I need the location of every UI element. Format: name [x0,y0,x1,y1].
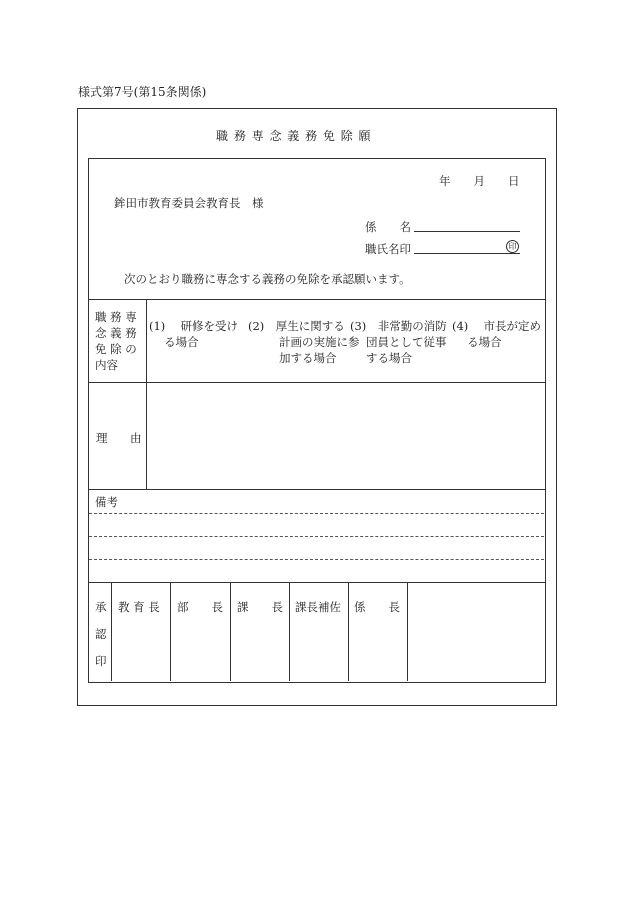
approval-col-4 [289,582,290,681]
remarks-dashed-line-2 [89,536,544,537]
reason-label-2: 由 [130,431,142,445]
approval-role-section-chief: 課 長 [237,600,283,614]
exemption-option-2: (2) 厚生に関する 計画の実施に参 加する場合 [248,319,360,365]
exemption-option-1: (1) 研修を受け る場合 [149,319,238,349]
remarks-dashed-line-1 [89,513,544,514]
exemption-col-divider [146,299,147,490]
approval-col-2 [170,582,171,681]
approval-char-3: 印 [95,654,107,668]
approval-col-3 [230,582,231,681]
date-field: 年 月 日 [439,174,520,188]
approval-col-1 [111,582,112,681]
reason-label-1: 理 [96,431,108,445]
form-title: 職 務 専 念 義 務 免 除 願 [216,129,372,143]
section-label: 係 名 [365,220,411,234]
seal-mark: 印 [506,240,519,253]
exemption-option-3: (3) 非常勤の消防 団員として従事 する場合 [350,319,447,365]
approval-char-1: 承 [95,600,107,614]
addressee: 鉾田市教育委員会教育長 様 [114,196,264,210]
form-number: 様式第7号(第15条関係) [78,85,207,99]
exemption-option-4: (4) 市長が定め る場合 [452,319,541,349]
divider-exemption [88,382,545,383]
remarks-dashed-line-3 [89,559,544,560]
approval-col-6 [407,582,408,681]
statement: 次のとおり職務に専念する義務の免除を承認願います。 [124,272,411,286]
approval-role-department-head: 部 長 [177,600,223,614]
divider-top [88,299,545,300]
name-label: 職氏名印 [365,242,411,256]
divider-remarks [88,582,545,583]
section-underline [414,231,520,232]
exemption-label: 職 務 専 念 義 務 免 除 の 内容 [95,310,137,372]
divider-reason [88,489,545,490]
approval-role-assistant-chief: 課長補佐 [295,600,341,614]
approval-char-2: 認 [95,627,107,641]
remarks-label: 備考 [95,495,118,509]
name-underline [414,253,520,254]
approval-role-superintendent: 教 育 長 [118,600,160,614]
approval-role-subsection-chief: 係 長 [354,600,400,614]
approval-col-5 [348,582,349,681]
